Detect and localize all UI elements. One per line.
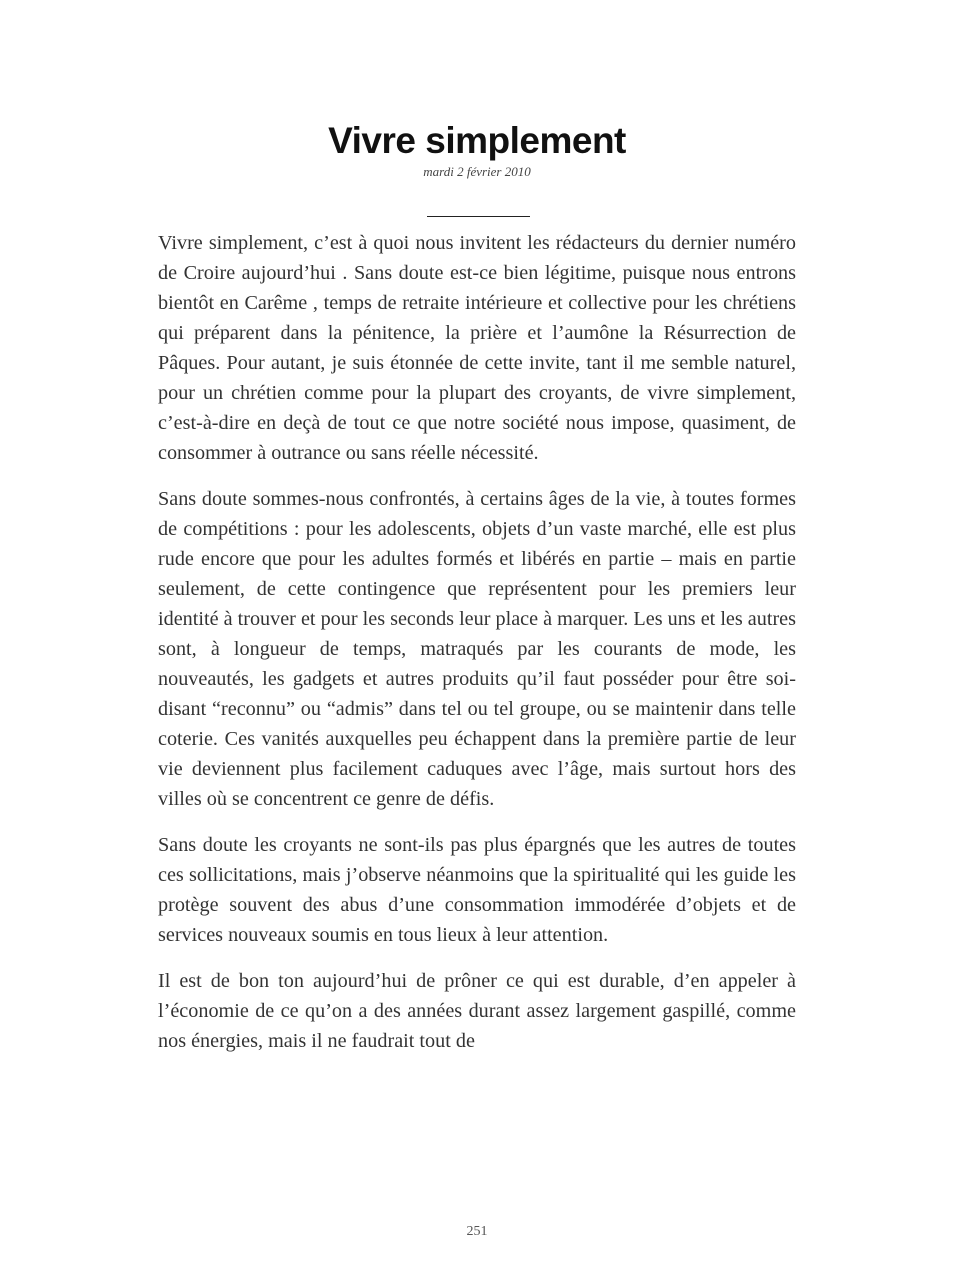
title-divider — [427, 216, 530, 217]
page-number: 251 — [466, 1224, 488, 1239]
paragraph: Sans doute les croyants ne sont-ils pas plus épargnés que les autres de toutes ces sollicitations, mais j’observe néanmoins que la spiritualité qui les guide les protège souvent des abus d’une consommation immodérée d’objets et de services nouveaux soumis en tous lieux à leur attention. — [158, 834, 796, 946]
paragraph: Il est de bon ton aujourd’hui de prôner ce qui est durable, d’en appeler à l’économie de ce qu’on a des années durant assez largement gaspillé, comme nos énergies, mais il ne faudrait tout de — [158, 970, 796, 1052]
paragraph: Vivre simplement, c’est à quoi nous invitent les rédacteurs du dernier numéro de Croire aujourd’hui . Sans doute est-ce bien légitime, puisque nous entrons bientôt en Carême , temps de retraite intérieure et collective pour les chrétiens qui préparent dans la pénitence, la prière et l’aumône la Résurrection de Pâques. Pour autant, je suis étonnée de cette invite, tant il me semble naturel, pour un chrétien comme pour la plupart des croyants, de vivre simplement, c’est-à-dire en deçà de tout ce que notre société nous impose, quasiment, de consommer à outrance ou sans réelle nécessité. — [158, 232, 796, 464]
article-date: mardi 2 février 2010 — [423, 164, 531, 179]
paragraph: Sans doute sommes-nous confrontés, à certains âges de la vie, à toutes formes de compétitions : pour les adolescents, objets d’un vaste marché, elle est plus rude encore que pour les adultes formés et libérés en partie – mais en partie seulement, de cette contingence que représentent pour les premiers leur identité à trouver et pour les seconds leur place à marquer. Les uns et les autres sont, à longueur de temps, matraqués par les courants de mode, les nouveautés, les gadgets et autres produits qu’il faut posséder pour être soi-disant “reconnu” ou “admis” dans tel ou tel groupe, ou se maintenir dans telle coterie. Ces vanités auxquelles peu échappent dans la première partie de leur vie deviennent plus facilement caduques avec l’âge, mais surtout hors des villes où se concentrent ce genre de défis. — [158, 488, 796, 810]
article-body — [158, 228, 796, 1072]
article-title: Vivre simplement — [328, 120, 626, 161]
